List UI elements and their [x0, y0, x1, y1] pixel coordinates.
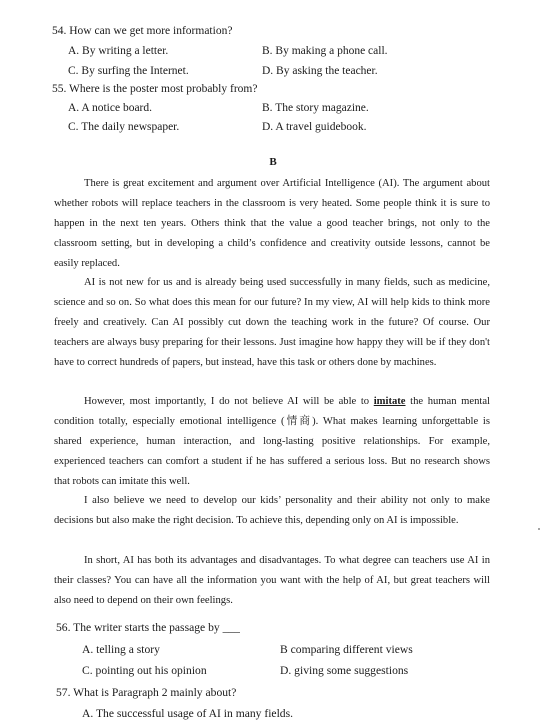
scan-speck	[538, 528, 540, 530]
passage-paragraph-5: In short, AI has both its advantages and disadvantages. To what degree can teachers use AI in their classes? You can have all the information you want with the help of AI, but great teachers will also need to depend on their own feelings.	[54, 555, 490, 606]
question-55-option-b: B. The story magazine.	[262, 102, 369, 114]
passage-paragraph-3	[54, 392, 490, 492]
question-54-option-b: B. By making a phone call.	[262, 45, 388, 57]
paragraph-3-rest: the human mental condition totally, especially emotional intelligence (情商). What makes learning unforgettable is shared experience, human interaction, and long-lasting positive relationships. For example, experienced teachers can comfort a student if he has suffered a serious loss. But no research shows that robots can imitate this well.	[54, 396, 490, 487]
question-55-option-d: D. A travel guidebook.	[262, 121, 367, 133]
keyword-imitate: imitate	[373, 396, 406, 407]
question-56-option-a: A. telling a story	[82, 643, 160, 656]
question-54-option-c: C. By surfing the Internet.	[68, 65, 189, 77]
passage-paragraph-1: There is great excitement and argument over Artificial Intelligence (AI). The argument about whether robots will replace teachers in the classroom is very heated. Some people think it is sure to happen in the next ten years. Others think that the value a good teacher brings, not only to the classroom setting, but in developing a child’s confidence and creativity outside lessons, cannot be easily replaced.	[54, 178, 490, 269]
question-56-option-d: D. giving some suggestions	[280, 664, 409, 677]
paragraph-3-lead: However, most importantly, I do not believe AI will be able to	[84, 396, 374, 407]
question-55-stem: 55. Where is the poster most probably from?	[52, 83, 258, 95]
question-57-option-a: A. The successful usage of AI in many fields.	[82, 707, 294, 720]
passage-title: B	[269, 156, 277, 168]
question-54-option-a: A. By writing a letter.	[68, 45, 169, 57]
question-57-stem: 57. What is Paragraph 2 mainly about?	[56, 686, 237, 699]
question-56-option-c: C. pointing out his opinion	[82, 664, 207, 677]
passage-paragraph-2: AI is not new for us and is already being used successfully in many fields, such as medicine, science and so on. So what does this mean for our future? In my view, AI will help kids to think more freely and creatively. Can AI possibly cut down the teaching work in the future? Of course. Our teachers are always busy preparing for their lessons. Just imagine how happy they will be if they don't have to correct hundreds of papers, but instead, have this task or others done by machines.	[54, 277, 490, 368]
question-55-option-a: A. A notice board.	[68, 102, 152, 114]
question-55-option-c: C. The daily newspaper.	[68, 121, 180, 133]
question-54-option-d: D. By asking the teacher.	[262, 65, 378, 77]
question-56-stem: 56. The writer starts the passage by ___	[56, 621, 240, 634]
question-56-option-b: B comparing different views	[280, 643, 413, 656]
question-54-stem: 54. How can we get more information?	[52, 25, 233, 37]
passage-paragraph-4: I also believe we need to develop our kids’ personality and their ability not only to make decisions but also make the right decision. To achieve this, depending only on AI is impossible.	[54, 495, 490, 526]
